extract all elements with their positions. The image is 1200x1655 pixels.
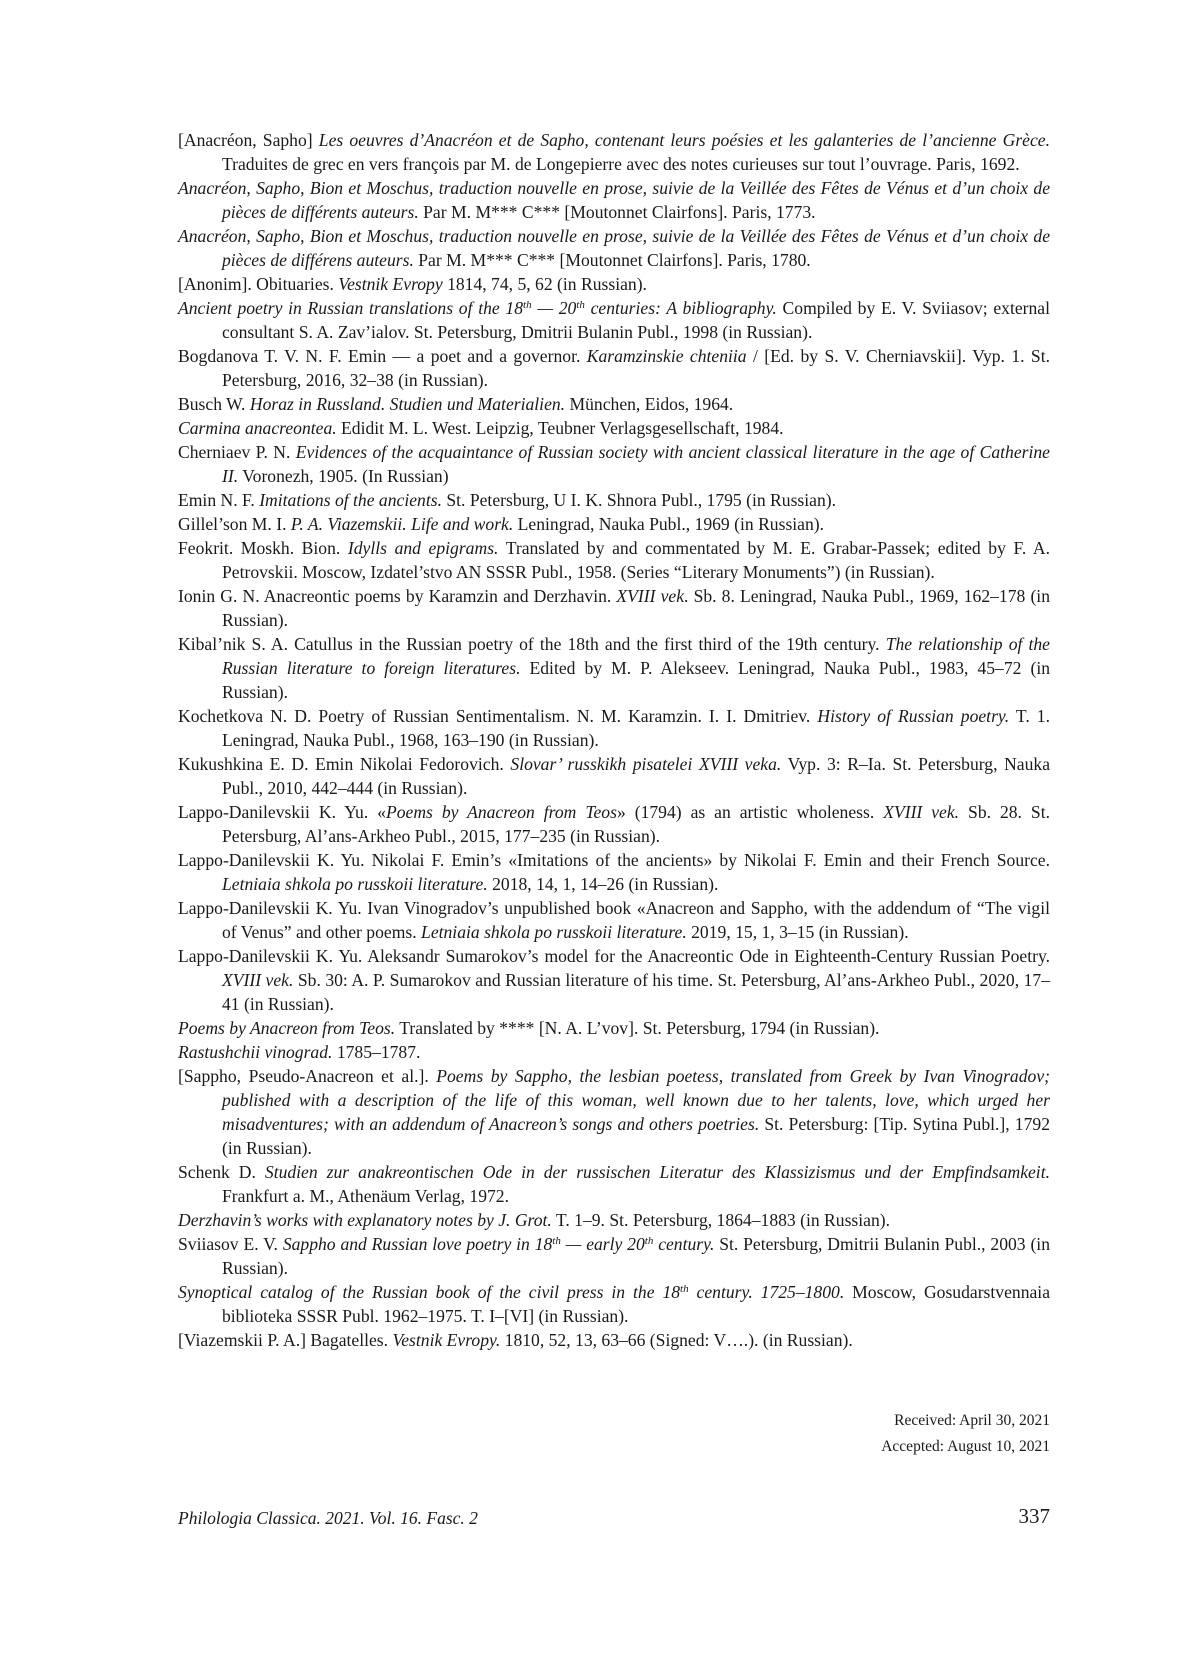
article-dates — [700, 1408, 1050, 1460]
reference-italic-segment — [523, 298, 532, 318]
reference-entry — [178, 1328, 1050, 1352]
reference-italic-segment: Sappho and Russian love poetry in 18 — [282, 1234, 553, 1254]
reference-italic-segment: Ancient poetry in Russian translations of the 18 — [178, 298, 524, 318]
reference-italic-segment: Vestnik Evropy — [338, 274, 443, 294]
reference-segment: Translated by **** [N. A. L’vov]. St. Petersburg, 1794 (in Russian). — [395, 1018, 880, 1038]
reference-italic-segment — [680, 1282, 689, 1302]
reference-segment: Kukushkina E. D. Emin Nikolai Fedorovich. — [178, 754, 511, 774]
reference-entry — [178, 392, 1050, 416]
reference-segment: Bogdanova T. V. N. F. Emin — a poet and a governor. — [178, 346, 587, 366]
reference-segment: 1814, 74, 5, 62 (in Russian). — [442, 274, 647, 294]
accepted-date: Accepted: August 10, 2021 — [881, 1438, 1050, 1455]
reference-segment: Edidit M. L. West. Leipzig, Teubner Verlagsgesellschaft, 1984. — [336, 418, 784, 438]
reference-entry — [178, 440, 1050, 488]
reference-entry — [178, 1160, 1050, 1208]
reference-segment: [Anacréon, Sapho] — [178, 130, 319, 150]
superscript: th — [523, 298, 532, 311]
reference-entry — [178, 896, 1050, 944]
reference-italic-segment: Slovar’ russkikh pisatelei XVIII veka. — [510, 754, 782, 774]
page-number: 337 — [1018, 1504, 1050, 1528]
reference-entry — [178, 1280, 1050, 1328]
reference-segment: » (1794) as an artistic wholeness. — [616, 802, 884, 822]
reference-segment: 1785–1787. — [332, 1042, 421, 1062]
reference-entry — [178, 1064, 1050, 1160]
reference-segment: T. 1. Leningrad, Nauka Publ., 1968, 163–190 (in Russian). — [222, 706, 1050, 750]
reference-italic-segment: Horaz in Russland. Studien und Materialien. — [249, 394, 566, 414]
reference-italic-segment: P. A. Viazemskii. Life and work. — [290, 514, 514, 534]
reference-italic-segment: XVIII vek. — [222, 970, 294, 990]
reference-italic-segment: Idylls and epigrams. — [347, 538, 499, 558]
reference-segment: Traduites de grec en vers françois par M. de Longepierre avec des notes curieuses sur tout l’ouvrage. Paris, 1692. — [222, 154, 1020, 174]
reference-segment: Voronezh, 1905. (In Russian) — [238, 466, 449, 486]
reference-entry — [178, 1208, 1050, 1232]
received-date: Received: April 30, 2021 — [894, 1412, 1050, 1429]
reference-italic-segment: Carmina anacreontea. — [178, 418, 337, 438]
reference-segment: Ionin G. N. Anacreontic poems by Karamzin and Derzhavin. — [178, 586, 617, 606]
reference-segment: St. Petersburg, U I. K. Shnora Publ., 1795 (in Russian). — [441, 490, 837, 510]
reference-segment: 2018, 14, 1, 14–26 (in Russian). — [487, 874, 719, 894]
reference-segment: [Viazemskii P. A.] Bagatelles. — [178, 1330, 393, 1350]
reference-italic-segment: Synoptical catalog of the Russian book of the civil press in the 18 — [178, 1282, 681, 1302]
reference-italic-segment: Poems by Anacreon from Teos — [385, 802, 617, 822]
reference-segment: Moscow, Gosudarstvennaia biblioteka SSSR Publ. 1962–1975. T. I–[VI] (in Russian). — [222, 1282, 1051, 1326]
superscript: th — [644, 1234, 654, 1247]
reference-italic-segment: The relationship of the Russian literature to foreign literatures. — [222, 634, 1050, 678]
reference-segment: Frankfurt a. M., Athenäum Verlag, 1972. — [222, 1186, 509, 1206]
reference-entry — [178, 800, 1050, 848]
reference-segment: Vyp. 3: R–Ia. St. Petersburg, Nauka Publ., 2010, 442–444 (in Russian). — [222, 754, 1051, 798]
reference-entry — [178, 1016, 1050, 1040]
reference-italic-segment — [576, 298, 585, 318]
reference-segment: St. Petersburg: [Tip. Sytina Publ.], 1792 (in Russian). — [222, 1114, 1050, 1158]
reference-italic-segment: — early 20 — [560, 1234, 645, 1254]
reference-entry — [178, 632, 1050, 704]
reference-segment: Busch W. — [178, 394, 250, 414]
reference-segment: Sb. 30: A. P. Sumarokov and Russian literature of his time. St. Petersburg, Al’ans-Arkheo Publ., 2020, 17–41 (in Russian). — [222, 970, 1050, 1014]
reference-segment: Lappo-Danilevskii K. Yu. Aleksandr Sumarokov’s model for the Anacreontic Ode in Eighteenth-Century Russian Poetry. — [178, 946, 1050, 966]
reference-italic-segment: XVIII vek. — [883, 802, 960, 822]
reference-italic-segment: — 20 — [531, 298, 577, 318]
reference-segment: Compiled by E. V. Sviiasov; external consultant S. A. Zav’ialov. St. Petersburg, Dmitrii Bulanin Publ., 1998 (in Russian). — [222, 298, 1050, 342]
superscript: th — [552, 1234, 561, 1247]
reference-italic-segment: Rastushchii vinograd. — [178, 1042, 333, 1062]
reference-italic-segment: Anacréon, Sapho, Bion et Moschus, traduction nouvelle en prose, suivie de la Veillée des Fêtes de Vénus et d’un choix de pièces de différents auteurs. — [178, 178, 1050, 222]
reference-segment: T. 1–9. St. Petersburg, 1864–1883 (in Russian). — [551, 1210, 891, 1230]
reference-entry — [178, 224, 1050, 272]
reference-italic-segment — [552, 1234, 561, 1254]
reference-segment: 2019, 15, 1, 3–15 (in Russian). — [686, 922, 909, 942]
reference-segment: Emin N. F. — [178, 490, 260, 510]
reference-segment: Par M. M*** C*** [Moutonnet Clairfons]. Paris, 1773. — [418, 202, 816, 222]
reference-italic-segment: Evidences of the acquaintance of Russian society with ancient classical literature in the age of Catherine II. — [222, 442, 1050, 486]
reference-list — [178, 128, 1050, 1352]
reference-italic-segment: centuries: A bibliography. — [584, 298, 777, 318]
reference-segment: 1810, 52, 13, 63–66 (Signed: V….). (in Russian). — [500, 1330, 853, 1350]
reference-italic-segment: Anacréon, Sapho, Bion et Moschus, traduction nouvelle en prose, suivie de la Veillée des Fêtes de Vénus et d’un choix de pièces de différens auteurs. — [178, 226, 1050, 270]
reference-segment: Schenk D. — [178, 1162, 265, 1182]
reference-entry — [178, 848, 1050, 896]
reference-italic-segment: Les oeuvres d’Anacréon et de Sapho, contenant leurs poésies et les galanteries de l’ancienne Grèce. — [318, 130, 1051, 150]
footer-journal-title: Philologia Classica. 2021. Vol. 16. Fasc. 2 — [178, 1508, 478, 1528]
reference-entry — [178, 1232, 1050, 1280]
reference-segment: Par M. M*** C*** [Moutonnet Clairfons]. Paris, 1780. — [413, 250, 811, 270]
reference-segment: Lappo-Danilevskii K. Yu. Ivan Vinogradov’s unpublished book «Anacreon and Sappho, with the addendum of “The vigil of Venus” and other poems. — [178, 898, 1050, 942]
reference-segment: München, Eidos, 1964. — [565, 394, 734, 414]
reference-italic-segment: Poems by Sappho, the lesbian poetess, translated from Greek by Ivan Vinogradov; published with a description of the life of this woman, well known due to her talents, love, which urged her misadventures; with an addendum of Anacreon’s songs and others poetries. — [222, 1066, 1050, 1134]
reference-entry — [178, 1040, 1050, 1064]
reference-italic-segment: Derzhavin’s works with explanatory notes by J. Grot. — [178, 1210, 552, 1230]
reference-entry — [178, 584, 1050, 632]
superscript: th — [680, 1282, 689, 1295]
reference-entry — [178, 488, 1050, 512]
reference-italic-segment: Karamzinskie chteniia — [586, 346, 747, 366]
reference-entry — [178, 536, 1050, 584]
reference-segment: Kibal’nik S. A. Catullus in the Russian poetry of the 18th and the first third of the 19th century. — [178, 634, 886, 654]
reference-italic-segment: Letniaia shkola po russkoii literature. — [222, 874, 488, 894]
reference-segment: Gillel’son M. I. — [178, 514, 291, 534]
reference-segment: Translated by and commentated by M. E. Grabar-Passek; edited by F. A. Petrovskii. Moscow, Izdatel’stvo AN SSSR Publ., 1958. (Series “Literary Monuments”) (in Russian). — [222, 538, 1050, 582]
reference-segment: St. Petersburg, Dmitrii Bulanin Publ., 2003 (in Russian). — [222, 1234, 1050, 1278]
reference-entry — [178, 128, 1050, 176]
reference-segment: Leningrad, Nauka Publ., 1969 (in Russian). — [513, 514, 825, 534]
reference-segment: . Sb. 8. Leningrad, Nauka Publ., 1969, 162–178 (in Russian). — [222, 586, 1050, 630]
reference-segment: Lappo-Danilevskii K. Yu. « — [178, 802, 386, 822]
reference-italic-segment: Poems by Anacreon from Teos. — [178, 1018, 396, 1038]
reference-segment: Kochetkova N. D. Poetry of Russian Sentimentalism. N. M. Karamzin. I. I. Dmitriev. — [178, 706, 818, 726]
reference-entry — [178, 704, 1050, 752]
reference-segment: [Anonim]. Obituaries. — [178, 274, 339, 294]
reference-italic-segment: Letniaia shkola po russkoii literature. — [421, 922, 687, 942]
reference-italic-segment: History of Russian poetry. — [817, 706, 1010, 726]
reference-segment: [Sappho, Pseudo-Anacreon et al.]. — [178, 1066, 437, 1086]
reference-italic-segment: century. 1725–1800. — [688, 1282, 845, 1302]
reference-segment: Cherniaev P. N. — [178, 442, 296, 462]
reference-entry — [178, 296, 1050, 344]
reference-segment: Sb. 28. St. Petersburg, Al’ans-Arkheo Publ., 2015, 177–235 (in Russian). — [222, 802, 1050, 846]
reference-segment: Feokrit. Moskh. Bion. — [178, 538, 348, 558]
reference-segment: Edited by M. P. Alekseev. Leningrad, Nauka Publ., 1983, 45–72 (in Russian). — [222, 658, 1050, 702]
reference-segment: Lappo-Danilevskii K. Yu. Nikolai F. Emin’s «Imitations of the ancients» by Nikolai F. Emin and their French Source. — [178, 850, 1050, 870]
reference-entry — [178, 512, 1050, 536]
reference-segment: / [Ed. by S. V. Cherniavskii]. Vyp. 1. St. Petersburg, 2016, 32–38 (in Russian). — [222, 346, 1050, 390]
reference-italic-segment: Studien zur anakreontischen Ode in der russischen Literatur des Klassizismus und der Empfindsamkeit. — [264, 1162, 1050, 1182]
reference-italic-segment: Imitations of the ancients. — [259, 490, 442, 510]
reference-entry — [178, 344, 1050, 392]
reference-italic-segment: Vestnik Evropy. — [392, 1330, 501, 1350]
reference-entry — [178, 944, 1050, 1016]
reference-entry — [178, 272, 1050, 296]
reference-entry — [178, 176, 1050, 224]
reference-entry — [178, 416, 1050, 440]
reference-italic-segment: century. — [653, 1234, 715, 1254]
reference-entry — [178, 752, 1050, 800]
reference-segment: Sviiasov E. V. — [178, 1234, 283, 1254]
superscript: th — [576, 298, 585, 311]
reference-italic-segment: XVIII vek — [616, 586, 685, 606]
